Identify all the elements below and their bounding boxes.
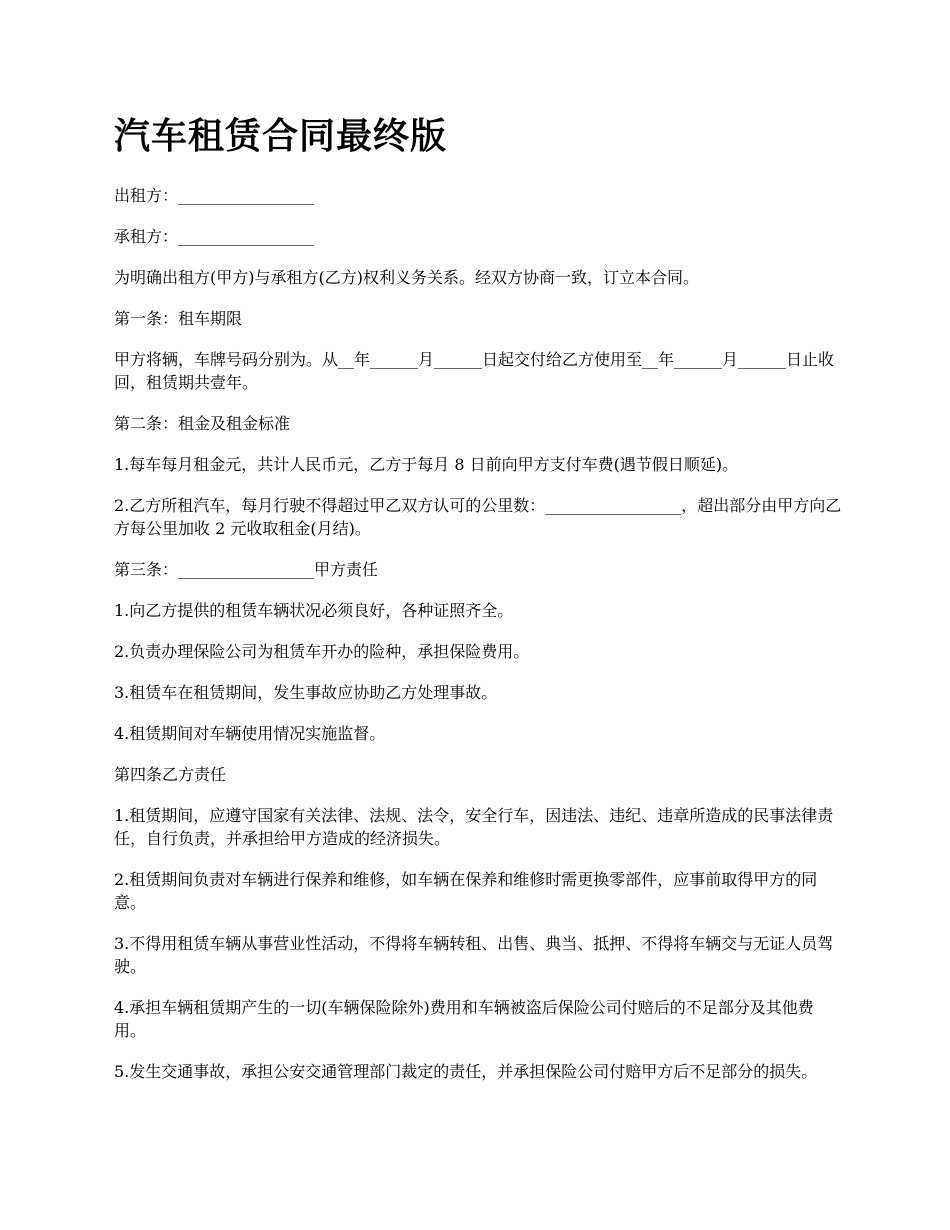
document-page xyxy=(114,112,842,1101)
article-4-item-5: 5.发生交通事故，承担公安交通管理部门裁定的责任，并承担保险公司付赔甲方后不足部分的损失。 xyxy=(114,1062,818,1081)
article-2-item-1: 1.每车每月租金元，共计人民币元，乙方于每月 8 日前向甲方支付车费(遇节假日顺延)。 xyxy=(114,455,739,474)
article-3-item-4: 4.租赁期间对车辆使用情况实施监督。 xyxy=(114,724,386,743)
article-3-item-1: 1.向乙方提供的租赁车辆状况必须良好，各种证照齐全。 xyxy=(114,601,514,620)
document-title: 汽车租赁合同最终版 xyxy=(114,116,448,157)
article-2-heading: 第二条：租金及租金标准 xyxy=(114,414,291,433)
article-3-item-3: 3.租赁车在租赁期间，发生事故应协助乙方处理事故。 xyxy=(114,683,498,702)
article-4-item-3: 3.不得用租赁车辆从事营业性活动，不得将车辆转租、出售、典当、抵押、不得将车辆交与无证人员驾驶。 xyxy=(114,934,834,976)
article-4-item-4: 4.承担车辆租赁期产生的一切(车辆保险除外)费用和车辆被盗后保险公司付赔后的不足部分及其他费用。 xyxy=(114,998,814,1040)
article-4-item-1: 1.租赁期间，应遵守国家有关法律、法规、法令，安全行车，因违法、违纪、违章所造成的民事法律责任，自行负责，并承担给甲方造成的经济损失。 xyxy=(114,806,834,848)
lessor-field: 出租方：_________________ xyxy=(114,186,315,205)
article-1-heading: 第一条：租车期限 xyxy=(114,309,243,328)
article-4-heading: 第四条乙方责任 xyxy=(114,765,227,784)
article-2-item-2: 2.乙方所租汽车，每月行驶不得超过甲乙双方认可的公里数：_________________，超出部分由甲方向乙方每公里加收 2 元收取租金(月结)。 xyxy=(114,496,842,538)
article-4-item-2: 2.租赁期间负责对车辆进行保养和维修，如车辆在保养和维修时需更换零部件，应事前取得甲方的同意。 xyxy=(114,870,818,912)
article-3-heading: 第三条：_________________甲方责任 xyxy=(114,560,379,579)
article-1-body: 甲方将辆，车牌号码分别为。从__年______月______日起交付给乙方使用至__年______月______日止收回，租赁期共壹年。 xyxy=(114,350,835,392)
preamble-paragraph: 为明确出租方(甲方)与承租方(乙方)权利义务关系。经双方协商一致，订立本合同。 xyxy=(114,268,699,287)
article-3-item-2: 2.负责办理保险公司为租赁车开办的险种，承担保险费用。 xyxy=(114,642,530,661)
lessee-field: 承租方：_________________ xyxy=(114,227,315,246)
